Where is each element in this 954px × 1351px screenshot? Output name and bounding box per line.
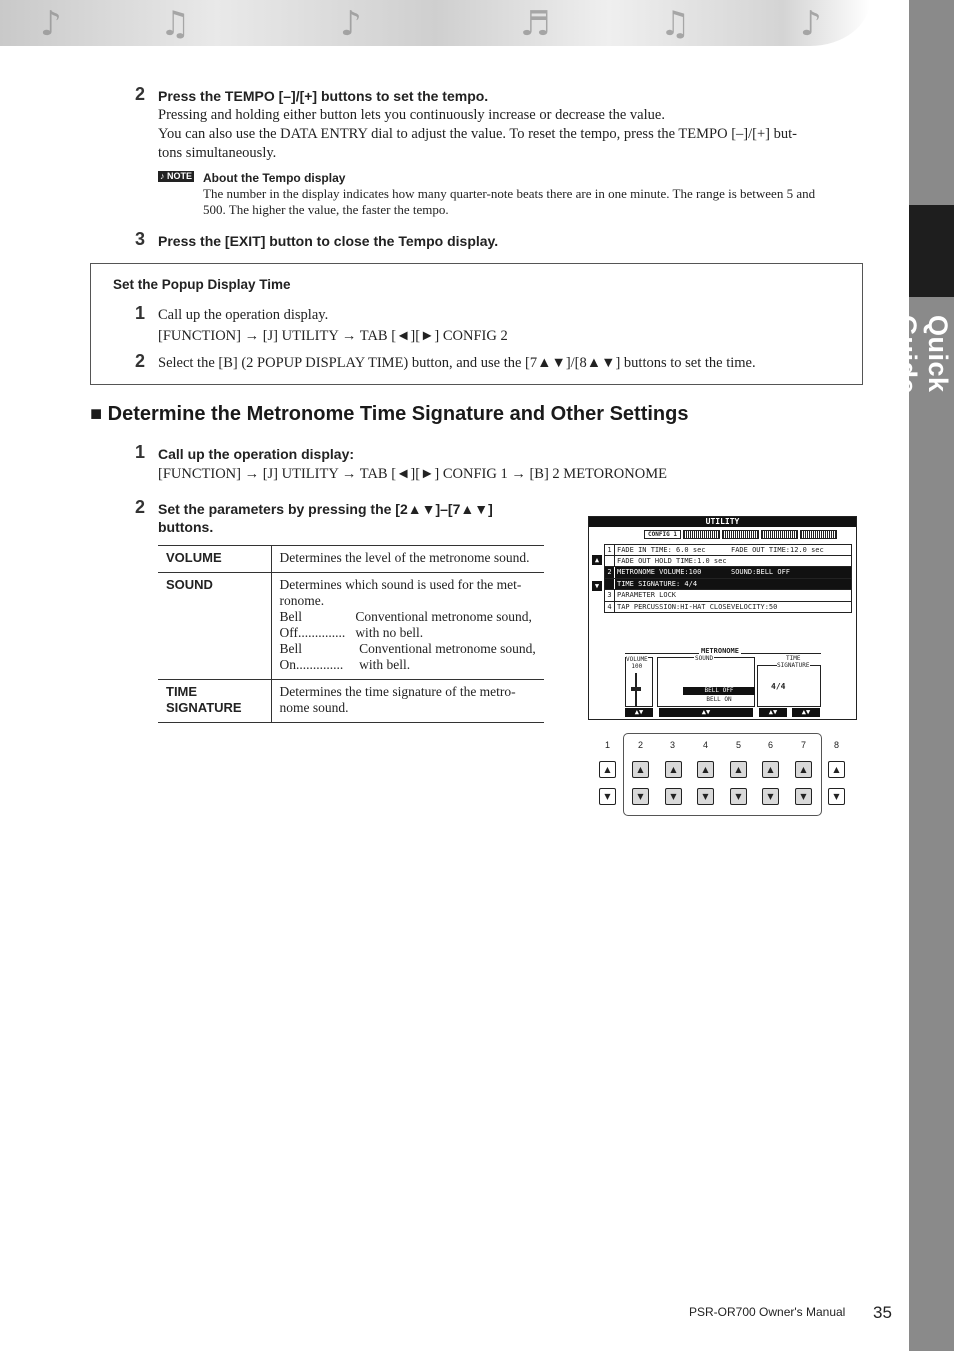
button-6-down[interactable]: ▼	[762, 788, 779, 805]
up-arrow-icon: ▲	[592, 555, 602, 565]
button-number: 6	[768, 740, 774, 750]
step-title: Set the parameters by pressing the [2▲▼]–[7▲▼]	[158, 501, 493, 517]
page-number: 35	[873, 1303, 892, 1322]
music-note-icon: ♪	[340, 4, 362, 44]
step-title: Press the [EXIT] button to close the Tempo display.	[158, 233, 499, 249]
button-2-up[interactable]: ▲	[632, 761, 649, 778]
table-row	[158, 546, 544, 573]
button-8-up[interactable]: ▲	[828, 761, 845, 778]
table-row	[158, 680, 544, 723]
music-note-icon: ♪	[800, 4, 822, 44]
step-number: 1	[135, 442, 146, 462]
section-heading: ■ Determine the Metronome Time Signature and Other Settings	[90, 403, 689, 425]
button-3-down[interactable]: ▼	[665, 788, 682, 805]
param-desc	[271, 573, 544, 680]
button-4-down[interactable]: ▼	[697, 788, 714, 805]
volume-label: VOLUME 100	[626, 656, 648, 670]
lcd-updown-icon: ▲▼	[792, 708, 820, 717]
step-number: 1	[135, 303, 146, 323]
lcd-tab	[722, 530, 759, 539]
note-title: About the Tempo display	[203, 171, 346, 185]
volume-slider-knob	[631, 687, 641, 691]
lcd-updown-icon: ▲▼	[625, 708, 653, 717]
button-7-down[interactable]: ▼	[795, 788, 812, 805]
manual-title: PSR-OR700 Owner's Manual	[689, 1305, 846, 1319]
step-title: Call up the operation display:	[158, 446, 355, 462]
sound-option: BELL ON	[706, 696, 732, 703]
option-row	[280, 609, 537, 641]
lcd-tab	[761, 530, 798, 539]
lcd-tabs	[644, 530, 837, 539]
table-row	[158, 573, 544, 680]
lcd-rows	[604, 544, 852, 613]
lcd-tab-active: CONFIG 1	[644, 530, 681, 539]
lcd-title: UTILITY	[589, 517, 856, 527]
button-7-up[interactable]: ▲	[795, 761, 812, 778]
step-text: Call up the operation display.	[158, 307, 329, 323]
button-1-down[interactable]: ▼	[599, 788, 616, 805]
step-body: tons simultaneously.	[158, 145, 277, 161]
param-name-line: SIGNATURE	[166, 700, 242, 715]
button-number: 3	[670, 740, 676, 750]
step-text: Select the [B] (2 POPUP DISPLAY TIME) button, and use the [7▲▼]/[8▲▼] buttons to set the time.	[158, 355, 756, 371]
param-desc: Determines the time signature of the metro-nome sound.	[271, 680, 544, 723]
option-desc: Conventional metronome sound, with no bell.	[355, 609, 532, 640]
box-title: Set the Popup Display Time	[113, 277, 291, 292]
step-title: Press the TEMPO [–]/[+] buttons to set the tempo.	[158, 88, 489, 104]
down-arrow-icon: ▼	[592, 581, 602, 591]
button-5-down[interactable]: ▼	[730, 788, 747, 805]
step-path: [FUNCTION] → [J] UTILITY → TAB [◄][►] CONFIG 1 → [B] 2 METORONOME	[158, 466, 667, 482]
lcd-tab	[683, 530, 720, 539]
step-number: 3	[135, 229, 146, 249]
param-desc-text: Determines which sound is used for the met-ronome.	[279, 577, 522, 608]
button-6-up[interactable]: ▲	[762, 761, 779, 778]
button-5-up[interactable]: ▲	[730, 761, 747, 778]
button-2-down[interactable]: ▼	[632, 788, 649, 805]
step-number: 2	[135, 351, 146, 371]
option-desc: Conventional metronome sound, with bell.	[359, 641, 536, 672]
note-icon: ♪ NOTE	[159, 171, 192, 181]
button-number: 1	[605, 740, 611, 750]
lcd-row-selected: 2 METRONOME VOLUME:100 SOUND:BELL OFF	[604, 567, 852, 579]
lcd-row: FADE OUT HOLD TIME:1.0 sec	[604, 556, 852, 568]
lcd-tab	[800, 530, 837, 539]
lcd-updown-icon: ▲▼	[759, 708, 787, 717]
step-path: [FUNCTION] → [J] UTILITY → TAB [◄][►] CONFIG 2	[158, 328, 508, 344]
music-note-icon: ♬	[520, 4, 551, 44]
time-signature-box	[757, 665, 821, 707]
step-number: 2	[135, 497, 146, 517]
sound-option-selected: BELL OFF	[683, 687, 755, 695]
button-3-up[interactable]: ▲	[665, 761, 682, 778]
param-name-line: TIME	[166, 684, 198, 699]
lcd-row: 1 FADE IN TIME: 6.0 sec FADE OUT TIME:12.0 sec	[604, 544, 852, 556]
option-label: Bell On..............	[279, 641, 344, 672]
lcd-row-selected: TIME SIGNATURE: 4/4	[604, 579, 852, 591]
lcd-row: 3 PARAMETER LOCK	[604, 590, 852, 602]
time-signature-label: TIME SIGNATURE	[777, 655, 810, 669]
sidebar	[892, 0, 954, 1351]
param-desc: Determines the level of the metronome sound.	[271, 546, 544, 573]
button-number: 5	[736, 740, 742, 750]
lcd-updown-icon: ▲▼	[659, 708, 753, 717]
parameters-table	[158, 545, 544, 723]
music-note-icon: ♪	[40, 4, 62, 44]
metronome-label: METRONOME	[701, 647, 739, 655]
button-number: 8	[834, 740, 840, 750]
step-number: 2	[135, 84, 146, 104]
button-8-down[interactable]: ▼	[828, 788, 845, 805]
highlighted-button-group	[623, 733, 822, 816]
note-text: The number in the display indicates how many quarter-note beats there are in one minute. The range is between 5 and	[203, 186, 816, 201]
param-name	[158, 680, 271, 723]
note-text: 500. The higher the value, the faster the tempo.	[203, 202, 449, 217]
button-4-up[interactable]: ▲	[697, 761, 714, 778]
sidebar-tab-marker	[909, 205, 954, 297]
section-label: Quick Guide	[892, 315, 953, 395]
option-label: Bell Off..............	[279, 609, 346, 640]
param-name: VOLUME	[158, 546, 271, 573]
music-note-icon: ♫	[660, 4, 691, 44]
sound-label: SOUND	[695, 655, 714, 662]
param-name: SOUND	[158, 573, 271, 680]
step-body: Pressing and holding either button lets you continuously increase or decrease the value.	[158, 107, 665, 123]
step-title: buttons.	[158, 519, 214, 535]
header-decoration-band	[0, 0, 870, 46]
button-1-up[interactable]: ▲	[599, 761, 616, 778]
step-body: You can also use the DATA ENTRY dial to adjust the value. To reset the tempo, press the TEMPO [–]/[+] but-	[158, 126, 797, 142]
lcd-screen	[588, 516, 857, 720]
button-number: 7	[801, 740, 807, 750]
lcd-row: 4 TAP PERCUSSION:HI-HAT CLOSE VELOCITY:50	[604, 602, 852, 614]
time-signature-value: 4/4	[771, 682, 786, 691]
button-number: 2	[638, 740, 644, 750]
music-note-icon: ♫	[160, 4, 191, 44]
button-number: 4	[703, 740, 709, 750]
option-row	[280, 641, 537, 673]
